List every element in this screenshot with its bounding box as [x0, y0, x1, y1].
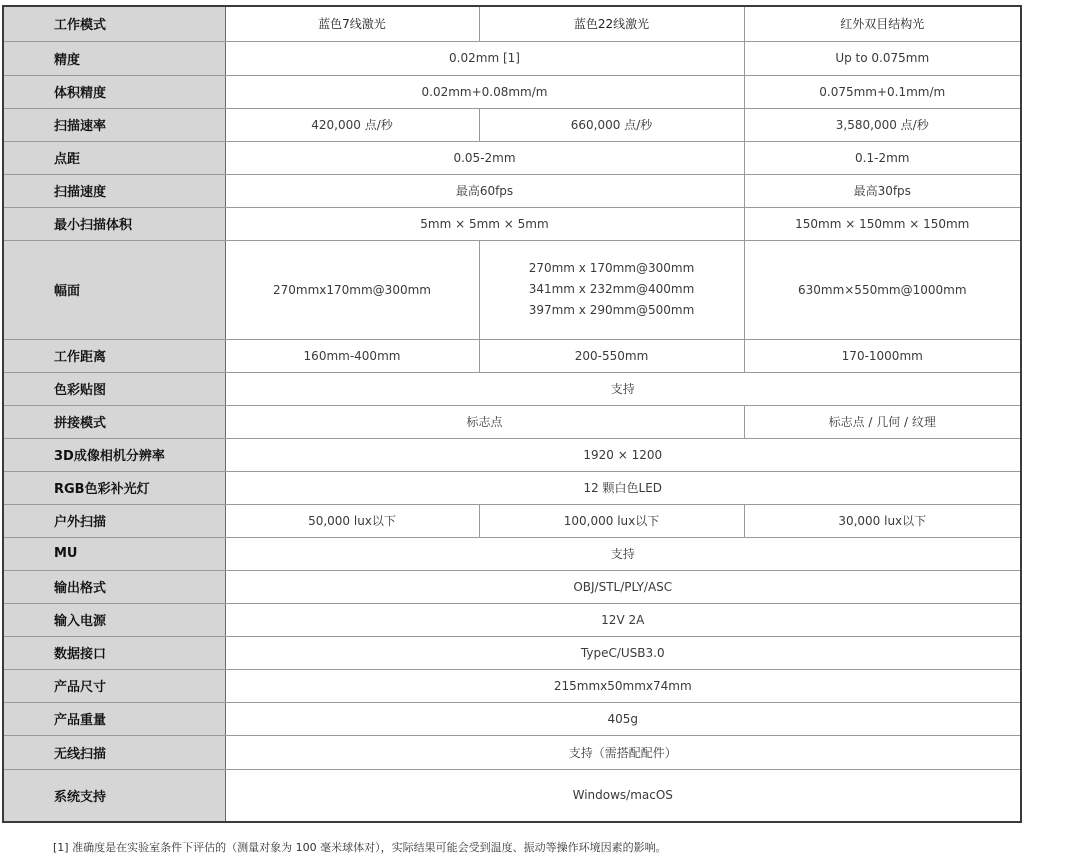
row-alignment [3, 405, 1021, 438]
row-label-scan-speed: 扫描速度 [3, 174, 225, 207]
row-label-os: 系统支持 [3, 769, 225, 822]
row-label-mode: 工作模式 [3, 6, 225, 41]
row-working-distance [3, 339, 1021, 372]
scan-rate-blue7-value: 420,000 点/秒 [225, 108, 479, 141]
row-label-rgb-light: RGB色彩补光灯 [3, 471, 225, 504]
row-fov [3, 240, 1021, 339]
row-label-volumetric-accuracy: 体积精度 [3, 75, 225, 108]
row-label-size: 产品尺寸 [3, 669, 225, 702]
row-power [3, 603, 1021, 636]
row-label-power: 输入电源 [3, 603, 225, 636]
scan-speed-ir-value: 最高30fps [744, 174, 1021, 207]
volumetric-accuracy-ir-value: 0.075mm+0.1mm/m [744, 75, 1021, 108]
row-imu [3, 537, 1021, 570]
row-os [3, 769, 1021, 822]
row-label-interface: 数据接口 [3, 636, 225, 669]
row-outdoor [3, 504, 1021, 537]
alignment-blue-value: 标志点 [225, 405, 744, 438]
row-output-format [3, 570, 1021, 603]
row-weight [3, 702, 1021, 735]
row-label-working-distance: 工作距离 [3, 339, 225, 372]
header-row [3, 6, 1021, 41]
row-point-distance [3, 141, 1021, 174]
size-value: 215mmx50mmx74mm [225, 669, 1021, 702]
power-value: 12V 2A [225, 603, 1021, 636]
rgb-light-value: 12 颗白色LED [225, 471, 1021, 504]
row-label-fov: 幅面 [3, 240, 225, 339]
row-label-imu: MU [3, 537, 225, 570]
volumetric-accuracy-blue-value: 0.02mm+0.08mm/m [225, 75, 744, 108]
mode-infrared: 红外双目结构光 [744, 6, 1021, 41]
mode-blue-22-line: 蓝色22线激光 [479, 6, 744, 41]
fov-blue7-value: 270mmx170mm@300mm [225, 240, 479, 339]
row-label-wireless: 无线扫描 [3, 735, 225, 769]
row-label-camera-resolution: 3D成像相机分辨率 [3, 438, 225, 471]
min-volume-ir-value: 150mm × 150mm × 150mm [744, 207, 1021, 240]
scan-rate-ir-value: 3,580,000 点/秒 [744, 108, 1021, 141]
point-distance-blue-value: 0.05-2mm [225, 141, 744, 174]
color-mapping-value: 支持 [225, 372, 1021, 405]
row-min-volume [3, 207, 1021, 240]
row-label-point-distance: 点距 [3, 141, 225, 174]
output-format-value: OBJ/STL/PLY/ASC [225, 570, 1021, 603]
working-distance-ir-value: 170-1000mm [744, 339, 1021, 372]
row-volumetric-accuracy [3, 75, 1021, 108]
os-value: Windows/macOS [225, 769, 1021, 822]
row-camera-resolution [3, 438, 1021, 471]
row-label-weight: 产品重量 [3, 702, 225, 735]
row-interface [3, 636, 1021, 669]
fov-blue22-line: 341mm x 232mm@400mm [528, 282, 695, 296]
fov-blue22-value [479, 240, 744, 339]
row-label-outdoor: 户外扫描 [3, 504, 225, 537]
row-color-mapping [3, 372, 1021, 405]
scan-speed-blue-value: 最高60fps [225, 174, 744, 207]
row-rgb-light [3, 471, 1021, 504]
mode-blue-7-line: 蓝色7线激光 [225, 6, 479, 41]
scan-rate-blue22-value: 660,000 点/秒 [479, 108, 744, 141]
footnote: [1] 准确度是在实验室条件下评估的（测量对象为 100 毫米球体对），实际结果可能会受到温度、振动等操作环境因素的影响。 [53, 841, 667, 854]
row-label-output-format: 输出格式 [3, 570, 225, 603]
working-distance-blue7-value: 160mm-400mm [225, 339, 479, 372]
fov-blue22-line: 397mm x 290mm@500mm [528, 303, 695, 317]
row-size [3, 669, 1021, 702]
row-label-min-volume: 最小扫描体积 [3, 207, 225, 240]
row-scan-rate [3, 108, 1021, 141]
wireless-value: 支持（需搭配配件） [225, 735, 1021, 769]
row-label-color-mapping: 色彩贴图 [3, 372, 225, 405]
outdoor-blue22-value: 100,000 lux以下 [479, 504, 744, 537]
outdoor-ir-value: 30,000 lux以下 [744, 504, 1021, 537]
fov-blue22-line: 270mm x 170mm@300mm [528, 261, 695, 275]
row-accuracy [3, 41, 1021, 75]
alignment-ir-value: 标志点 / 几何 / 纹理 [744, 405, 1021, 438]
accuracy-ir-value: Up to 0.075mm [744, 41, 1021, 75]
row-label-scan-rate: 扫描速率 [3, 108, 225, 141]
row-label-accuracy: 精度 [3, 41, 225, 75]
min-volume-blue-value: 5mm × 5mm × 5mm [225, 207, 744, 240]
interface-value: TypeC/USB3.0 [225, 636, 1021, 669]
row-label-alignment: 拼接模式 [3, 405, 225, 438]
weight-value: 405g [225, 702, 1021, 735]
point-distance-ir-value: 0.1-2mm [744, 141, 1021, 174]
row-scan-speed [3, 174, 1021, 207]
fov-ir-value: 630mm×550mm@1000mm [744, 240, 1021, 339]
camera-resolution-value: 1920 × 1200 [225, 438, 1021, 471]
accuracy-blue-value: 0.02mm [1] [225, 41, 744, 75]
outdoor-blue7-value: 50,000 lux以下 [225, 504, 479, 537]
spec-table [2, 5, 1022, 823]
imu-value: 支持 [225, 537, 1021, 570]
row-wireless [3, 735, 1021, 769]
working-distance-blue22-value: 200-550mm [479, 339, 744, 372]
